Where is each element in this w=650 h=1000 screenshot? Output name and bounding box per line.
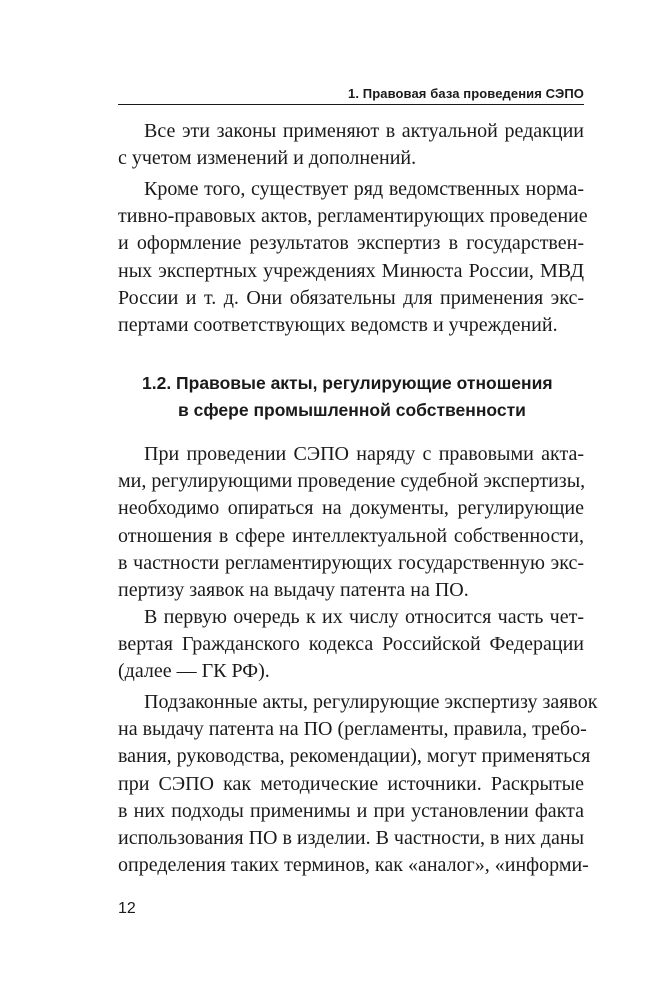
paragraph-line: использования ПО в изделии. В частности, в них даны	[118, 826, 585, 849]
paragraph-5	[118, 689, 598, 879]
paragraph-line: с учетом изменений и дополнений.	[118, 147, 417, 170]
paragraph-line: при СЭПО как методические источники. Раскрытые	[118, 772, 584, 795]
paragraph-line: В первую очередь к их числу относится часть чет-	[144, 606, 584, 628]
section-heading-line-1: 1.2. Правовые акты, регулирующие отношения	[142, 373, 553, 393]
page-number: 12	[118, 900, 136, 917]
section-heading	[118, 370, 584, 424]
paragraph-line: ных экспертных учреждениях Минюста России, МВД	[118, 259, 584, 282]
paragraph-line: отношения в сфере интеллектуальной собственности,	[118, 524, 584, 547]
paragraph-line: При проведении СЭПО наряду с правовыми акта-	[144, 443, 584, 465]
paragraph-line: пертизу заявок на выдачу патента на ПО.	[118, 578, 469, 601]
paragraph-line: ми, регулирующими проведение судебной экспертизы,	[118, 470, 586, 493]
paragraph-line: в них подходы применимы и при установлении факта	[118, 799, 584, 822]
paragraph-1	[118, 118, 584, 172]
paragraph-line: вертая Гражданского кодекса Российской Федерации	[118, 633, 584, 656]
paragraph-4	[118, 604, 584, 686]
paragraph-line: пертами соответствующих ведомств и учреждений.	[118, 313, 558, 336]
running-head: 1. Правовая база проведения СЭПО	[348, 86, 584, 101]
paragraph-line: Подзаконные акты, регулирующие экспертизу заявок	[144, 691, 598, 713]
paragraph-line: тивно-правовых актов, регламентирующих проведение	[118, 205, 588, 228]
paragraph-line: определения таких терминов, как «аналог», «информи-	[118, 854, 589, 877]
paragraph-line: необходимо опираться на документы, регулирующие	[118, 497, 584, 520]
paragraph-2	[118, 176, 588, 339]
paragraph-line: и оформление результатов экспертиз в государствен-	[118, 232, 584, 255]
paragraph-line: в частности регламентирующих государственную экс-	[118, 551, 584, 574]
paragraph-line: на выдачу патента на ПО (регламенты, правила, требо-	[118, 718, 587, 741]
paragraph-line: России и т. д. Они обязательны для применения экс-	[118, 286, 584, 309]
header-rule	[118, 104, 584, 105]
section-heading-line-2: в сфере промышленной собственности	[178, 400, 526, 420]
paragraph-line: Все эти законы применяют в актуальной редакции	[144, 120, 584, 142]
paragraph-line: (далее — ГК РФ).	[118, 660, 270, 683]
paragraph-line: Кроме того, существует ряд ведомственных норма-	[144, 178, 584, 200]
paragraph-3	[118, 441, 584, 604]
paragraph-line: вания, руководства, рекомендации), могут применяться	[118, 745, 591, 768]
